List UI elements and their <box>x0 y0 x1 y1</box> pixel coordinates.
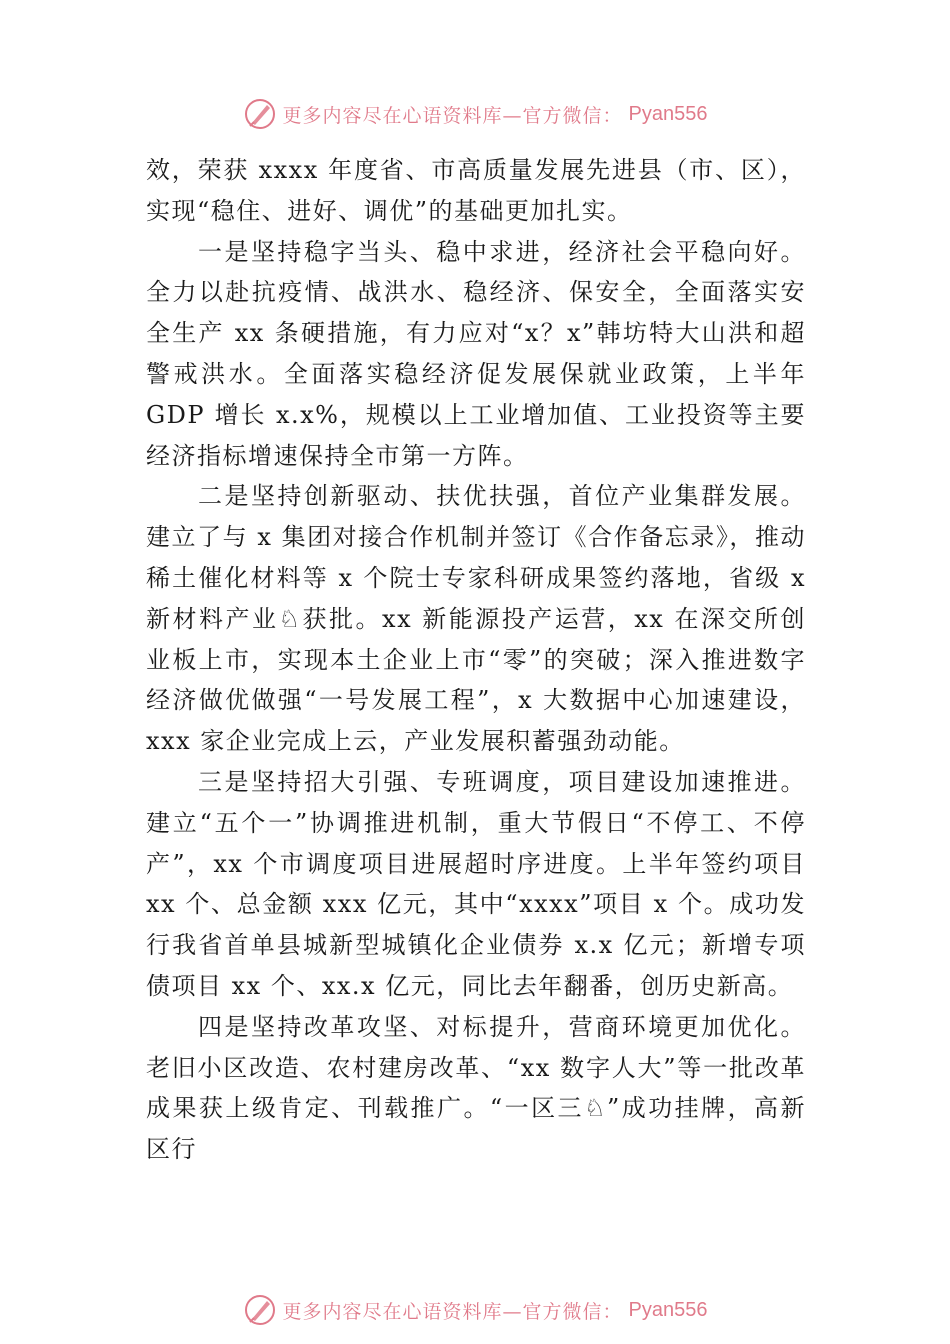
banner-text: 更多内容尽在心语资料库—官方微信： <box>282 104 623 127</box>
banner-wechat-id: Pyan556 <box>628 102 708 125</box>
banner-text: 更多内容尽在心语资料库—官方微信： <box>282 1300 623 1323</box>
paragraph-innovation: 二是坚持创新驱动、扶优扶强，首位产业集群发展。建立了与 x 集团对接合作机制并签订《合作备忘录》，推动稀土催化材料等 x 个院士专家科研成果签约落地，省级 x 新材料产业♘获批。xx 新能源投产运营，xx 在深交所创业板上市，实现本土企业上市“零”的突破；深入推进数字经济做优做强“一号发展工程”，x 大数据中心加速建设，xxx 家企业完成上云，产业发展积蓄强劲动能。 <box>146 482 806 756</box>
paragraph-stability: 一是坚持稳字当头、稳中求进，经济社会平稳向好。全力以赴抗疫情、战洪水、稳经济、保安全，全面落实安全生产 xx 条硬措施，有力应对“x？x”韩坊特大山洪和超警戒洪水。全面落实稳经济促发展保就业政策，上半年 GDP 增长 x.x%，规模以上工业增加值、工业投资等主要经济指标增速保持全市第一方阵。 <box>146 237 806 470</box>
footer-banner <box>0 1290 950 1330</box>
paragraph-continuation: 效，荣获 xxxx 年度省、市高质量发展先进县（市、区），实现“稳住、进好、调优”的基础更加扎实。 <box>146 156 806 225</box>
header-banner <box>0 94 950 134</box>
quill-pen-icon <box>243 97 277 131</box>
banner-wechat-id: Pyan556 <box>628 1298 708 1321</box>
paragraph-reform: 四是坚持改革攻坚、对标提升，营商环境更加优化。老旧小区改造、农村建房改革、“xx 数字人大”等一批改革成果获上级肯定、刊载推广。“一区三♘”成功挂牌，高新区行 <box>146 1012 806 1164</box>
document-body <box>146 150 806 1170</box>
quill-pen-icon <box>243 1293 277 1327</box>
paragraph-investment: 三是坚持招大引强、专班调度，项目建设加速推进。建立“五个一”协调推进机制，重大节假日“不停工、不停产”，xx 个市调度项目进展超时序进度。上半年签约项目 xx 个、总金额 xxx 亿元，其中“xxxx”项目 x 个。成功发行我省首单县城新型城镇化企业债券 x.x 亿元；新增专项债项目 xx 个、xx.x 亿元，同比去年翻番，创历史新高。 <box>146 767 806 1000</box>
